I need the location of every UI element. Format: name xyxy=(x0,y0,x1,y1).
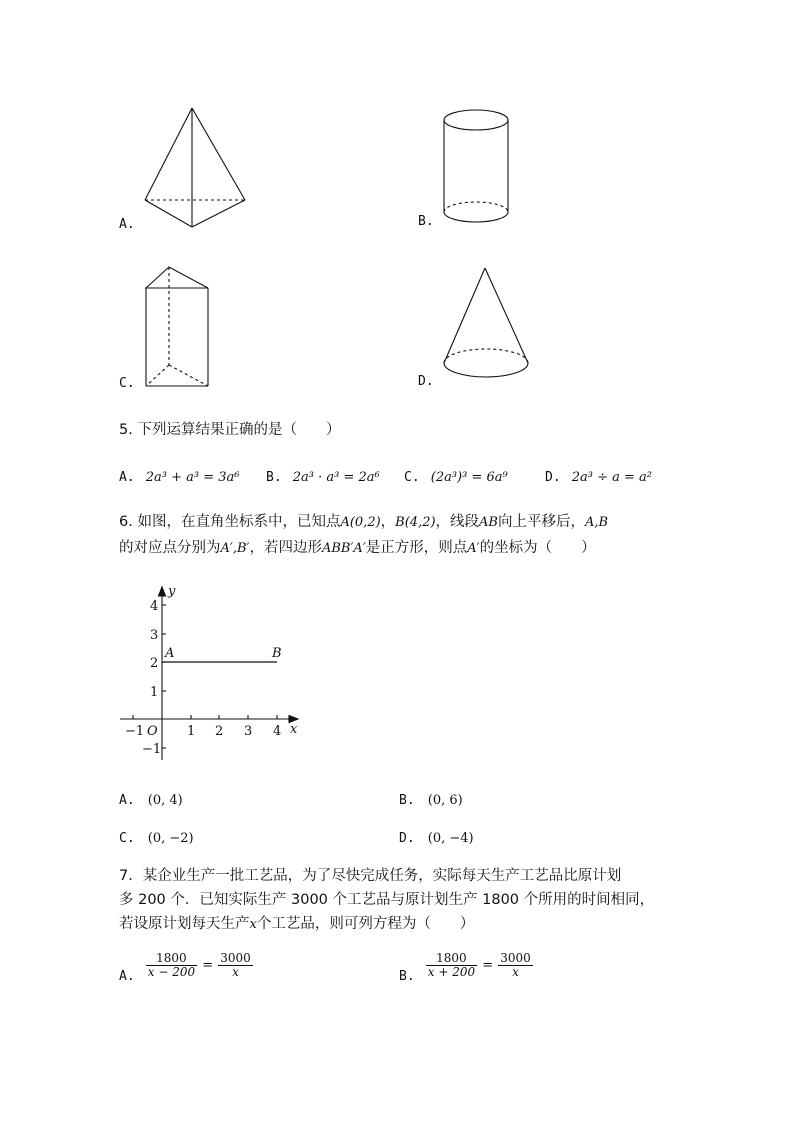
answer-value: (0, −2) xyxy=(147,831,194,846)
y-tick-label: 1 xyxy=(150,685,159,700)
q6-option-c xyxy=(119,827,194,846)
q5-option-b xyxy=(266,466,380,485)
y-axis-arrow-icon xyxy=(159,587,166,596)
formula: 2a³ + a³ = 3a⁶ xyxy=(145,470,240,485)
numerator: 3000 xyxy=(220,951,251,965)
y-tick-label: 2 xyxy=(150,656,159,671)
point-b-label: B xyxy=(272,646,282,661)
formula: (2a³)³ = 6a⁹ xyxy=(430,470,508,485)
q6-option-a xyxy=(119,789,183,808)
option-label: D. xyxy=(399,831,415,846)
option-label: B. xyxy=(418,214,434,229)
option-label: C. xyxy=(119,831,135,846)
point-a-label: A xyxy=(165,646,175,661)
option-label: B. xyxy=(399,969,415,984)
denominator: x − 200 xyxy=(147,965,196,979)
numerator: 1800 xyxy=(156,951,187,965)
origin-label: O xyxy=(147,724,158,739)
option-label: A. xyxy=(119,217,135,232)
math: A,B xyxy=(585,515,609,530)
x-tick-label: 3 xyxy=(244,724,253,739)
text: 是正方形，则点 xyxy=(365,540,468,556)
y-tick-label: −1 xyxy=(142,742,162,757)
option-label: C. xyxy=(119,376,135,391)
math: AB xyxy=(479,515,498,530)
answer-value: (0, 6) xyxy=(427,793,463,808)
x-tick-label: 2 xyxy=(215,724,224,739)
x-tick-label: −1 xyxy=(125,724,145,739)
formula: 2a³ ÷ a = a² xyxy=(571,470,653,485)
equals-sign: = xyxy=(482,958,494,973)
q5-option-c xyxy=(404,466,508,485)
option-label: A. xyxy=(119,793,135,808)
question-7-line-3 xyxy=(119,914,474,935)
denominator: x xyxy=(498,965,533,979)
option-label: D. xyxy=(545,470,561,485)
y-tick-label: 3 xyxy=(150,628,159,643)
triangular-prism-figure xyxy=(140,262,215,392)
denominator: x xyxy=(218,965,253,979)
numerator: 1800 xyxy=(436,951,467,965)
text: 的坐标为（ ） xyxy=(479,540,596,556)
question-7-line-1: 7．某企业生产一批工艺品，为了尽快完成任务，实际每天生产工艺品比原计划 xyxy=(119,868,622,884)
q6-option-b xyxy=(399,789,463,808)
option-label: C. xyxy=(404,470,420,485)
question-5-stem: 5. 下列运算结果正确的是（ ） xyxy=(119,422,341,438)
question-6-line-2 xyxy=(119,538,596,559)
answer-value: (0, 4) xyxy=(147,793,183,808)
option-label: D. xyxy=(418,374,434,389)
formula: 2a³ · a³ = 2a⁶ xyxy=(292,470,380,485)
fraction xyxy=(146,952,197,979)
text: ， xyxy=(380,514,396,530)
option-label: B. xyxy=(399,793,415,808)
numerator: 3000 xyxy=(500,951,531,965)
option-label: A. xyxy=(119,470,135,485)
math: A(0,2) xyxy=(340,515,381,530)
text: 个工艺品，则可列方程为（ ） xyxy=(256,916,475,932)
math: x xyxy=(249,917,257,932)
option-label: B. xyxy=(266,470,282,485)
q5-option-d xyxy=(545,466,652,485)
text: 的对应点分别为 xyxy=(119,540,221,556)
text: 6. 如图，在直角坐标系中，已知点 xyxy=(119,514,341,530)
y-axis-label: y xyxy=(168,584,176,599)
cylinder-figure xyxy=(438,105,518,230)
text: 若设原计划每天生产 xyxy=(119,916,250,932)
question-7-line-2: 多 200 个．已知实际生产 3000 个工艺品与原计划生产 1800 个所用的时间相同， xyxy=(119,892,655,908)
text: 向上平移后， xyxy=(498,514,585,530)
x-tick-label: 1 xyxy=(187,724,196,739)
cone-figure xyxy=(438,262,538,392)
equals-sign: = xyxy=(202,958,214,973)
math: A′,B′ xyxy=(220,541,250,556)
q5-option-a xyxy=(119,466,240,485)
tetrahedron-figure xyxy=(140,100,250,235)
answer-value: (0, −4) xyxy=(427,831,474,846)
denominator: x + 200 xyxy=(427,965,476,979)
math: B(4,2) xyxy=(395,515,436,530)
math: ABB′A′ xyxy=(321,541,366,556)
math: A′ xyxy=(467,541,480,556)
option-label: A. xyxy=(119,969,135,984)
text: ，线段 xyxy=(435,514,480,530)
q7-option-b xyxy=(399,952,533,984)
fraction xyxy=(426,952,477,979)
question-6-line-1 xyxy=(119,512,608,533)
q6-option-d xyxy=(399,827,474,846)
fraction xyxy=(218,952,253,979)
text: ，若四边形 xyxy=(249,540,322,556)
coordinate-graph xyxy=(115,580,315,765)
y-tick-label: 4 xyxy=(150,599,159,614)
q7-option-a xyxy=(119,952,253,984)
x-axis-label: x xyxy=(290,722,298,737)
x-tick-label: 4 xyxy=(273,724,282,739)
fraction xyxy=(498,952,533,979)
